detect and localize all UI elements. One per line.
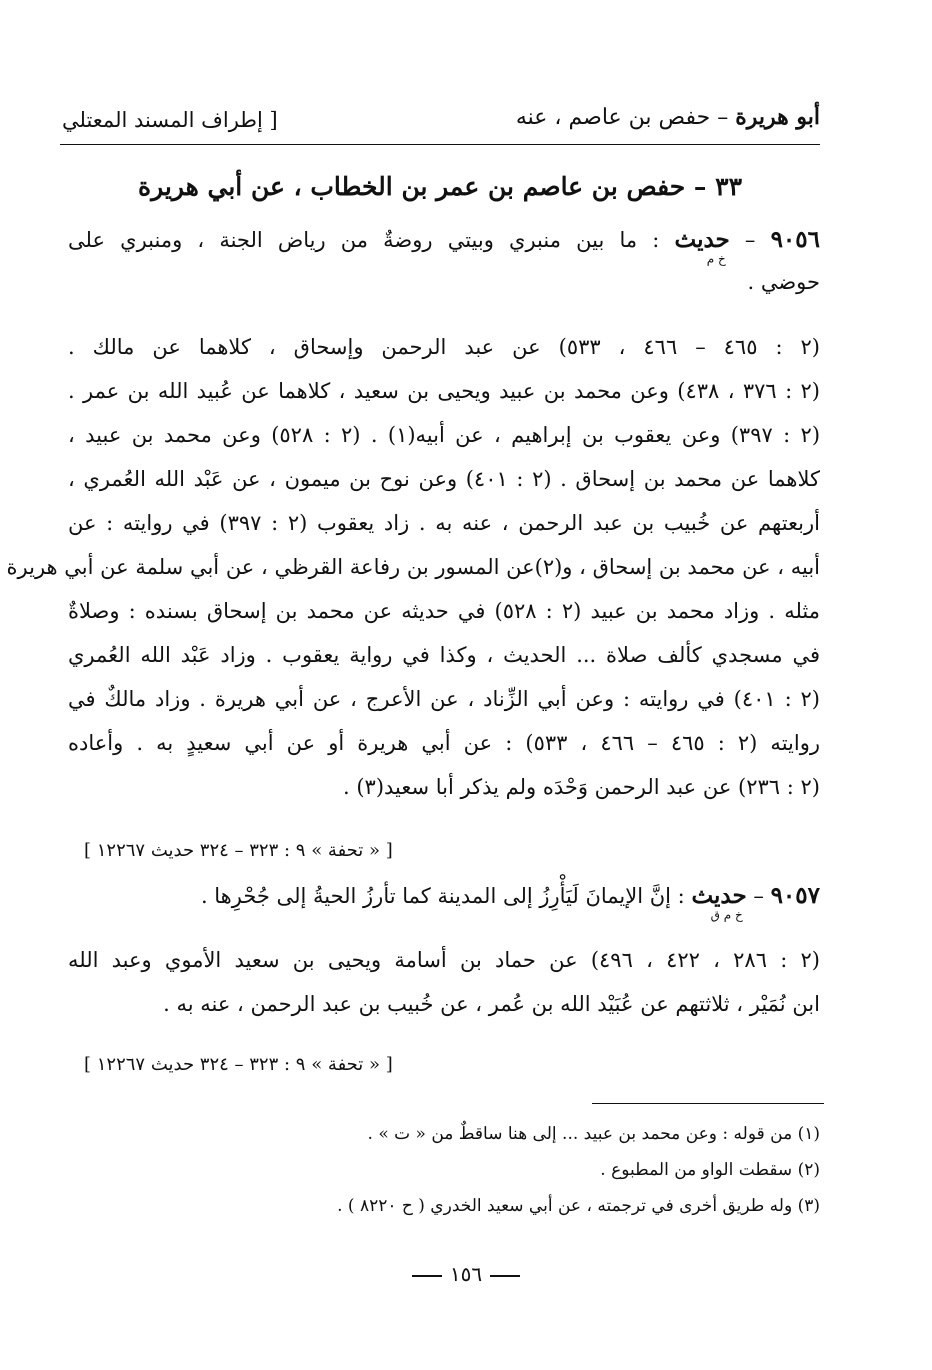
running-header-right	[516, 104, 820, 130]
footnote-3: (٣) وله طريق أخرى في ترجمته ، عن أبي سعيد الخدري ( ح ٨٢٢٠ ) .	[337, 1196, 820, 1216]
tuhfa-reference: [ « تحفة » ٩ : ٣٢٣ – ٣٢٤ حديث ١٢٢٦٧ ]	[84, 1054, 393, 1075]
isnad-line: مثله . وزاد محمد بن عبيد (٢ : ٥٢٨) في حديثه عن محمد بن إسحاق بسنده : وصلاةٌ	[68, 599, 820, 623]
hadith-sigla: خ م ق	[710, 908, 743, 922]
isnad-line: (٢ : ٤٠١) في روايته : وعن أبي الزِّناد ، عن الأعرج ، عن أبي هريرة . وزاد مالكٌ في	[68, 687, 820, 711]
page-number	[0, 1262, 932, 1286]
isnad-line: في مسجدي كألف صلاة ... الحديث ، وكذا في رواية يعقوب . وزاد عَبْد الله العُمري	[68, 643, 820, 667]
tuhfa-reference: [ « تحفة » ٩ : ٣٢٣ – ٣٢٤ حديث ١٢٢٦٧ ]	[84, 840, 393, 861]
isnad-line: كلاهما عن محمد بن إسحاق . (٢ : ٤٠١) وعن نوح بن ميمون ، عن عَبْد الله العُمري ،	[68, 467, 820, 491]
isnad-line: روايته (٢ : ٤٦٥ – ٤٦٦ ، ٥٣٣) : عن أبي هريرة أو عن أبي سعيدٍ به . وأعاده	[68, 731, 820, 755]
footnote-1: (١) من قوله : وعن محمد بن عبيد ... إلى هنا ساقطٌ من « ت » .	[367, 1124, 820, 1144]
hadith-keyword	[691, 882, 747, 922]
page-number-text: ١٥٦	[449, 1262, 483, 1286]
isnad-line: (٢ : ٢٨٦ ، ٤٢٢ ، ٤٩٦) عن حماد بن أسامة ويحيى بن سعيد الأموي وعبد الله	[68, 948, 820, 972]
header-chain: – حفص بن عاصم ، عنه	[515, 105, 736, 130]
isnad-line: (٢ : ٢٣٦) عن عبد الرحمن وَحْدَه ولم يذكر أبا سعيد(٣) .	[343, 775, 820, 799]
hadith-sigla: خ م	[706, 252, 726, 266]
page-number-dash	[490, 1275, 520, 1277]
hadith-9056-line-2: حوضي .	[747, 270, 820, 294]
isnad-line: (٢ : ٤٦٥ – ٤٦٦ ، ٥٣٣) عن عبد الرحمن وإسحاق ، كلاهما عن مالك .	[68, 335, 820, 359]
section-title: ٣٣ – حفص بن عاصم بن عمر بن الخطاب ، عن أبي هريرة	[137, 172, 742, 201]
isnad-line: أبيه ، عن محمد بن إسحاق ، و(٢)عن المسور بن رفاعة القرظي ، عن أبي سلمة عن أبي هريرة	[6, 555, 820, 579]
isnad-line: (٢ : ٣٩٧) وعن يعقوب بن إبراهيم ، عن أبيه(١) . (٢ : ٥٢٨) وعن محمد بن عبيد ،	[68, 423, 821, 447]
hadith-9057-line-1: ٩٠٥٧ – حديث خ م ق : إنَّ الإيمانَ لَيَأْرِزُ إلى المدينة كما تأرزُ الحيةُ إلى جُحْرِها .	[200, 882, 820, 922]
running-header-left: [ إطراف المسند المعتلي	[62, 108, 278, 132]
hadith-keyword-text: حديث	[674, 226, 730, 253]
hadith-keyword	[674, 226, 730, 266]
footnote-2: (٢) سقطت الواو من المطبوع .	[600, 1160, 820, 1180]
isnad-line: أربعتهم عن خُبيب بن عبد الرحمن ، عنه به . زاد يعقوب (٢ : ٣٩٧) في روايته : عن	[68, 511, 820, 535]
hadith-keyword-text: حديث	[691, 882, 747, 909]
hadith-text: : إنَّ الإيمانَ لَيَأْرِزُ إلى المدينة كما تأرزُ الحيةُ إلى جُحْرِها .	[200, 884, 692, 908]
header-rule	[60, 144, 820, 145]
header-narrator: أبو هريرة	[735, 104, 820, 130]
footnote-rule	[592, 1103, 824, 1104]
isnad-line: ابن نُمَيْر ، ثلاثتهم عن عُبَيْد الله بن عُمر ، عن خُبيب بن عبد الرحمن ، عنه به .	[163, 992, 820, 1016]
hadith-number: ٩٠٥٦	[770, 226, 820, 253]
hadith-9056-line-1: ٩٠٥٦ – حديث خ م : ما بين منبري وبيتي روضةٌ من رياض الجنة ، ومنبري على	[68, 226, 820, 266]
isnad-line: (٢ : ٣٧٦ ، ٤٣٨) وعن محمد بن عبيد ويحيى بن سعيد ، كلاهما عن عُبيد الله بن عمر .	[68, 379, 820, 403]
hadith-number: ٩٠٥٧	[770, 882, 820, 909]
hadith-text: : ما بين منبري وبيتي روضةٌ من رياض الجنة ، ومنبري على	[68, 228, 675, 252]
page-number-dash	[412, 1275, 442, 1277]
